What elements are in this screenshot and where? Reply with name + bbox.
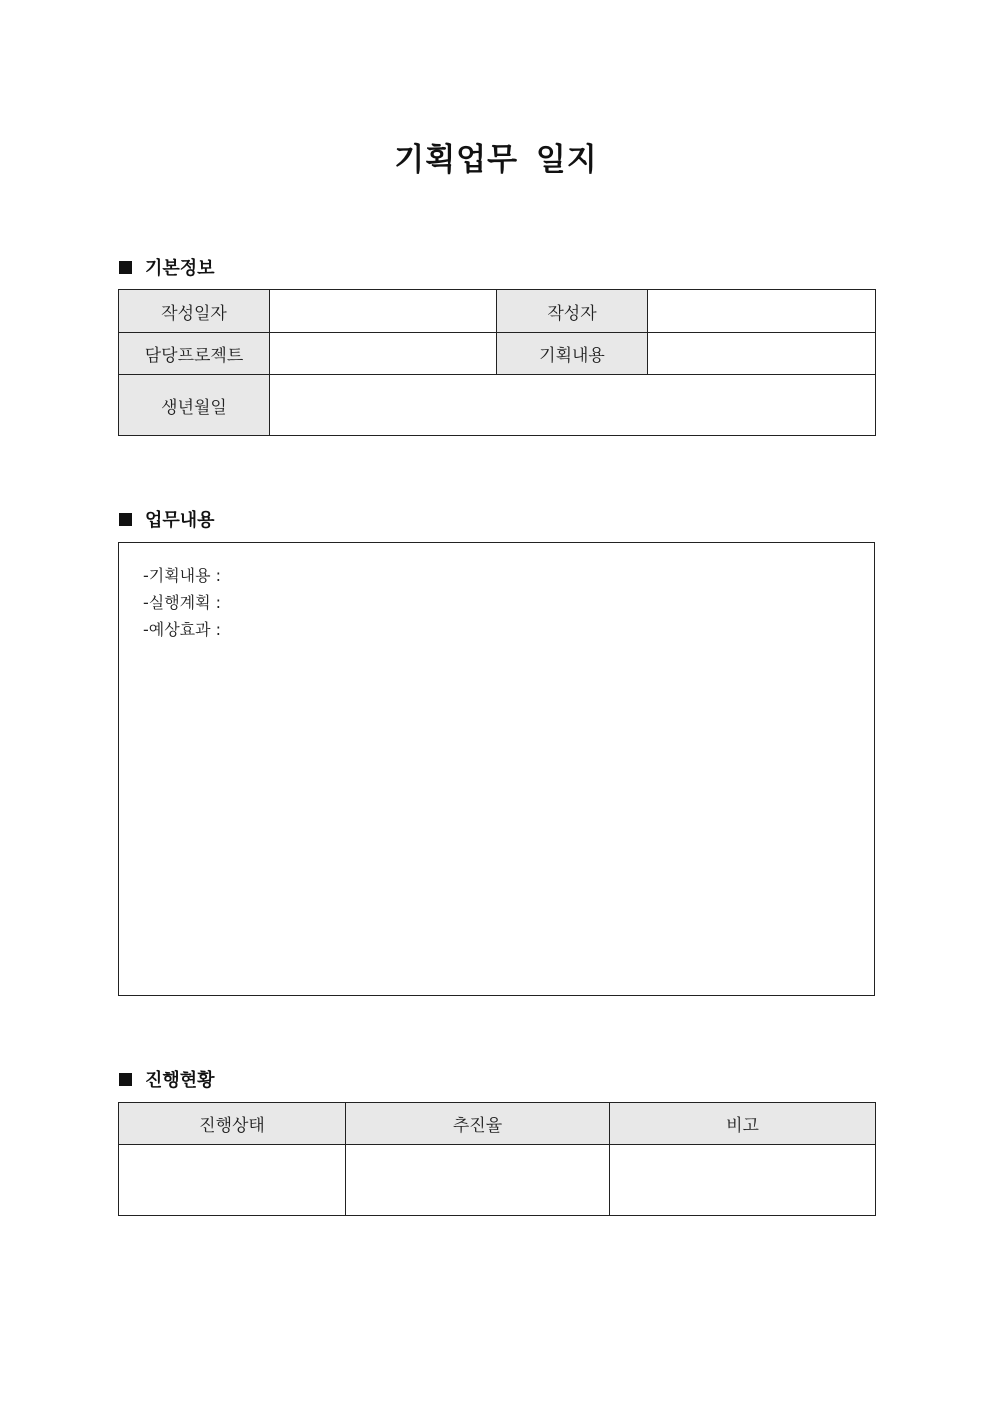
field-birthdate[interactable] — [270, 375, 876, 436]
square-bullet-icon — [119, 513, 132, 526]
field-project[interactable] — [270, 333, 497, 375]
line-execution-plan: -실행계획 : — [143, 593, 222, 612]
label-author: 작성자 — [497, 290, 648, 333]
field-remarks[interactable] — [610, 1145, 876, 1216]
work-content-lines — [143, 562, 221, 643]
section-heading-label: 진행현황 — [145, 1070, 215, 1091]
document-title: 기획업무 일지 — [394, 142, 598, 178]
field-author[interactable] — [648, 290, 876, 333]
work-content-box[interactable] — [118, 542, 875, 996]
field-progress-rate[interactable] — [346, 1145, 610, 1216]
table-row — [119, 333, 876, 375]
section-heading-work-content — [119, 506, 215, 532]
header-remarks: 비고 — [610, 1103, 876, 1145]
label-date: 작성일자 — [119, 290, 270, 333]
square-bullet-icon — [119, 261, 132, 274]
section-heading-label: 기본정보 — [145, 258, 215, 279]
basic-info-table — [118, 289, 876, 436]
header-progress-rate: 추진율 — [346, 1103, 610, 1145]
square-bullet-icon — [119, 1073, 132, 1086]
label-plan-content: 기획내용 — [497, 333, 648, 375]
label-project: 담당프로젝트 — [119, 333, 270, 375]
field-plan-content[interactable] — [648, 333, 876, 375]
section-heading-progress — [119, 1066, 215, 1092]
progress-table — [118, 1102, 876, 1216]
table-row — [119, 290, 876, 333]
label-birthdate: 생년월일 — [119, 375, 270, 436]
section-heading-basic-info — [119, 254, 215, 280]
field-date[interactable] — [270, 290, 497, 333]
header-status: 진행상태 — [119, 1103, 346, 1145]
table-header-row — [119, 1103, 876, 1145]
section-heading-label: 업무내용 — [145, 510, 215, 531]
line-plan-content: -기획내용 : — [143, 566, 222, 585]
table-row — [119, 1145, 876, 1216]
field-status[interactable] — [119, 1145, 346, 1216]
table-row — [119, 375, 876, 436]
line-expected-effect: -예상효과 : — [143, 620, 222, 639]
